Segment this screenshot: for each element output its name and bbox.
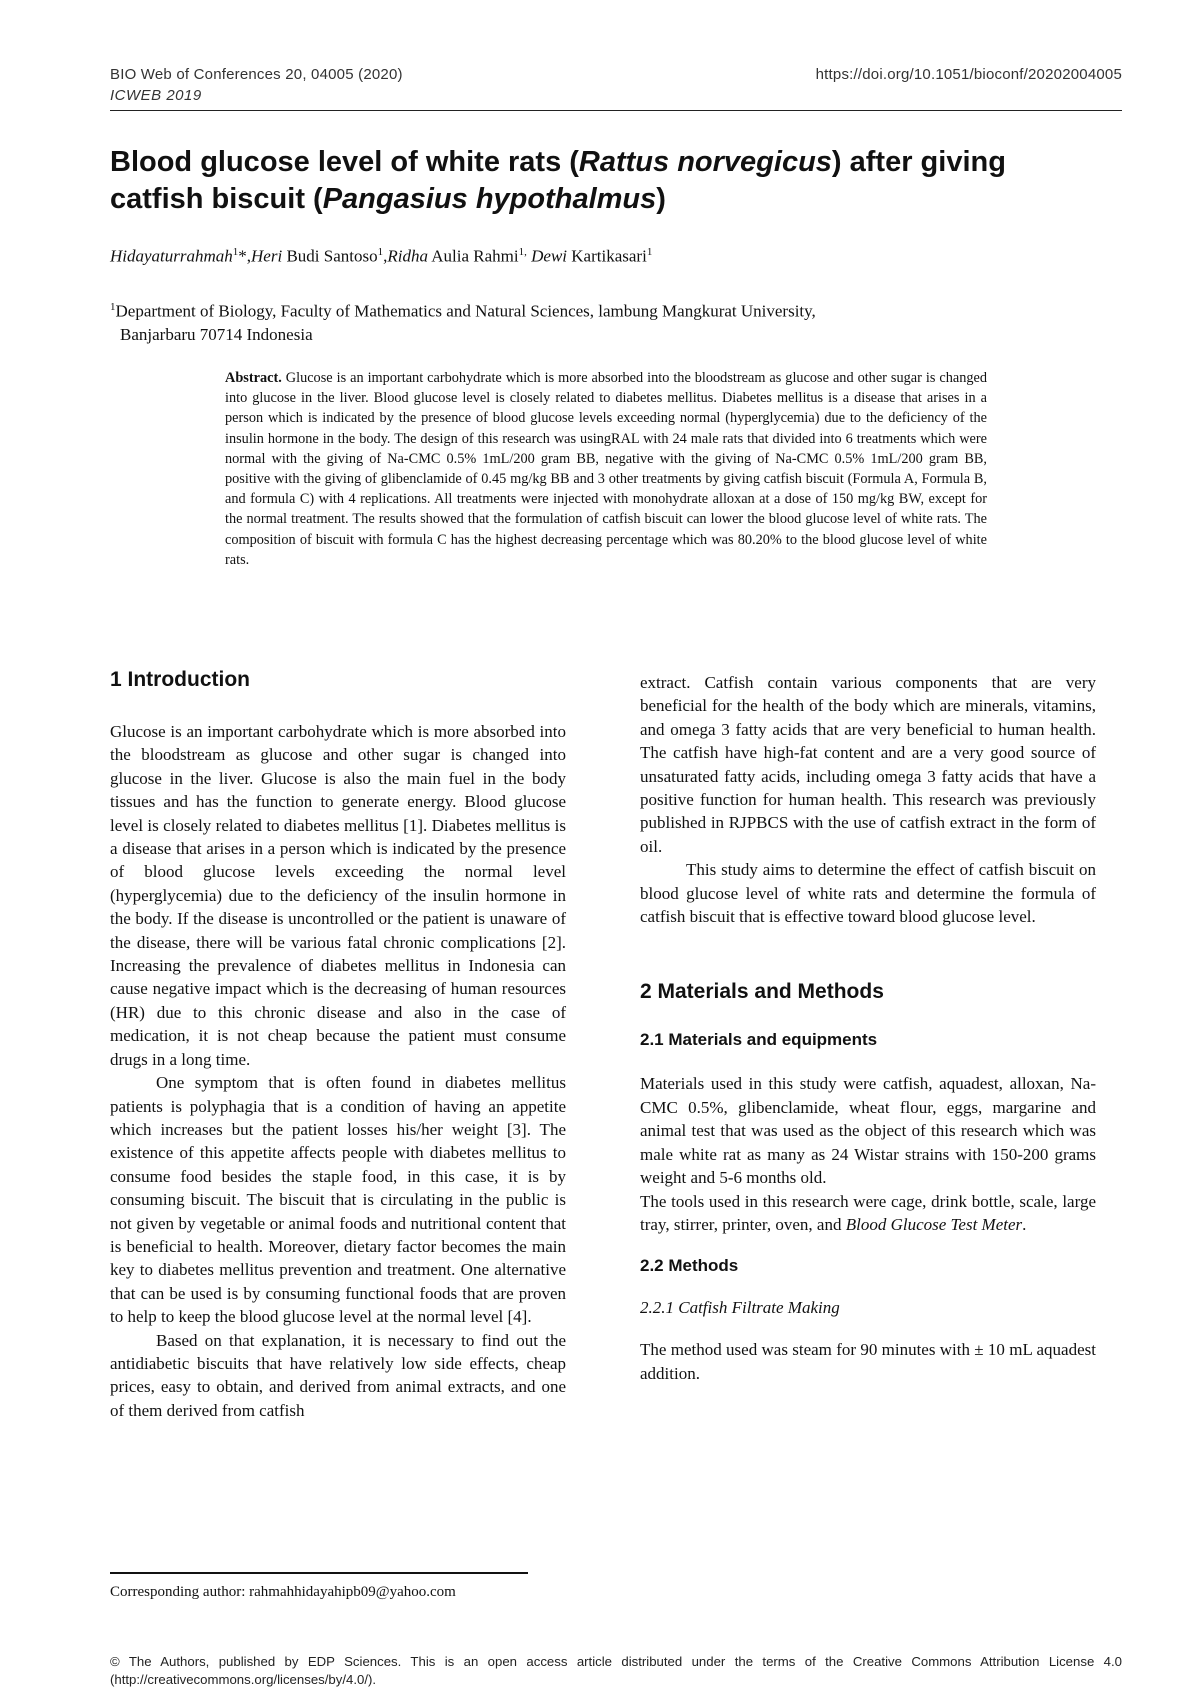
paper-title xyxy=(110,144,1070,218)
abstract xyxy=(225,368,987,570)
affiliation-mark: 1 xyxy=(377,246,384,258)
running-header xyxy=(110,66,1122,104)
author-separator: *, xyxy=(238,246,252,266)
section-heading-introduction: 1 Introduction xyxy=(110,668,250,691)
journal-citation: BIO Web of Conferences 20, 04005 (2020) xyxy=(110,66,403,83)
header-divider xyxy=(110,110,1122,111)
paragraph: This study aims to determine the effect of catfish biscuit on blood glucose level of white rats and determine the formula of catfish biscuit that is effective toward blood glucose level. xyxy=(640,860,1096,927)
title-text: Blood glucose level of white rats ( xyxy=(110,146,579,178)
title-species-rat: Rattus norvegicus xyxy=(578,146,832,178)
subsection-heading-methods: 2.2 Methods xyxy=(640,1256,739,1276)
corresponding-author-footnote: Corresponding author: rahmahhidayahipb09@yahoo.com xyxy=(110,1584,456,1600)
footnote-divider xyxy=(110,1572,528,1574)
author-given-name: Ridha xyxy=(387,246,428,266)
author-given-name: Dewi xyxy=(531,246,568,266)
device-name: Blood Glucose Test Meter xyxy=(845,1214,1023,1234)
affiliation xyxy=(110,296,1110,346)
author-surname: Budi Santoso xyxy=(282,246,378,266)
title-text: ) xyxy=(656,183,666,215)
paragraph: Glucose is an important carbohydrate which is more absorbed into the bloodstream as glucose and other sugar is changed into glucose in the liver. Glucose is also the main fuel in the body tissues and has the function to generate energy. Blood glucose level is closely related to diabetes mellitus [1]. Diabetes mellitus is a disease that arises in a person which is indicated by the presence of blood glucose levels exceeding the normal level (hyperglycemia) due to the deficiency of the insulin hormone in the body. If the disease is uncontrolled or the patient is unaware of the disease, there will be various fatal chronic complications [2]. Increasing the prevalence of diabetes mellitus in Indonesia can cause negative impact which is the decreasing of human resources (HR) due to this chronic disease and also in the case of medication, it is not cheap because the patient must consume drugs in a long time. xyxy=(110,722,566,1069)
paragraph: Based on that explanation, it is necessary to find out the antidiabetic biscuits that have relatively low side effects, cheap prices, easy to obtain, and derived from animal extracts, and one of them derived from catfish xyxy=(110,1330,566,1420)
affiliation-mark: 1 xyxy=(110,301,116,313)
doi-link[interactable]: https://doi.org/10.1051/bioconf/20202004005 xyxy=(815,66,1122,83)
subsubsection-heading: 2.2.1 Catfish Filtrate Making xyxy=(640,1298,840,1318)
author-surname: Aulia Rahmi xyxy=(427,246,519,266)
affiliation-line: Banjarbaru 70714 Indonesia xyxy=(120,324,313,344)
paragraph: extract. Catfish contain various components that are very beneficial for the health of the body which are minerals, vitamins, and omega 3 fatty acids that are very beneficial to human health. The catfish have high-fat content and are a very good source of unsaturated fatty acids, including omega 3 fatty acids that have a positive function for human health. This research was previously published in RJPBCS with the use of catfish extract in the form of oil. xyxy=(640,673,1096,856)
affiliation-mark: 1 xyxy=(232,246,239,258)
paragraph xyxy=(640,1190,1096,1237)
abstract-label: Abstract. xyxy=(225,370,282,386)
title-text: ) after giving catfish biscuit ( xyxy=(110,146,1006,215)
paragraph: Materials used in this study were catfish, aquadest, alloxan, Na-CMC 0.5%, glibenclamide, wheat flour, eggs, margarine and animal test that was used as the object of this research which was male white rat as many as 24 Wistar strains with 150-200 grams weight and 5-6 months old. xyxy=(640,1074,1096,1188)
paragraph: One symptom that is often found in diabetes mellitus patients is polyphagia that is a condition of having an appetite which increases but the patient losses his/her weight [3]. The existence of this appetite affects people with diabetes mellitus to consume food besides the staple food, in this case, it is by consuming biscuit. The biscuit that is circulating in the public is not given by vegetable or animal foods and nutritional content that is beneficial to health. Moreover, dietary factor becomes the main key to diabetes mellitus prevention and treatment. One alternative that can be used is by consuming functional foods that are proven to help to keep the blood glucose level at the normal level [4]. xyxy=(110,1073,566,1327)
right-column xyxy=(640,671,1096,1385)
section-heading-materials-methods: 2 Materials and Methods xyxy=(640,980,884,1004)
author-separator: , xyxy=(383,246,388,266)
author-surname: Kartikasari xyxy=(567,246,647,266)
left-column xyxy=(110,666,566,1422)
title-species-catfish: Pangasius hypothalmus xyxy=(322,183,657,215)
paragraph-text: The tools used in this research were cage, drink bottle, scale, large tray, stirrer, printer, oven, and xyxy=(640,1191,1096,1234)
abstract-text: Glucose is an important carbohydrate which is more absorbed into the bloodstream as glucose and other sugar is changed into glucose in the liver. Blood glucose level is closely related to diabetes mellitus. Diabetes mellitus is a disease that arises in a person which is indicated by the presence of blood glucose levels exceeding normal (hyperglycemia) due to the deficiency of the insulin hormone in the body. The design of this research was usingRAL with 24 male rats that divided into 6 treatments which were normal with the giving of Na-CMC 0.5% 1mL/200 gram BB, negative with the giving of Na-CMC 0.5% 1mL/200 gram BB, positive with the giving of glibenclamide of 0.45 mg/kg BB and 3 other treatments by giving catfish biscuit (Formula A, Formula B, and formula C) with 4 replications. All treatments were injected with monohydrate alloxan at a dose of 150 mg/kg BW, except for the normal treatment. The results showed that the formulation of catfish biscuit can lower the blood glucose level of white rats. The composition of biscuit with formula C has the highest decreasing percentage which was 80.20% to the blood glucose level of white rats. xyxy=(225,370,988,568)
license-notice: © The Authors, published by EDP Sciences. This is an open access article distributed under the terms of the Creative Commons Attribution License 4.0 (http://creativecommons.org/licenses/by/4.0/). xyxy=(110,1654,1122,1687)
author-list xyxy=(110,246,1110,267)
affiliation-mark: 1 xyxy=(646,246,653,258)
affiliation-line: Department of Biology, Faculty of Mathematics and Natural Sciences, lambung Mangkurat University, xyxy=(115,301,816,321)
subsection-heading-materials: 2.1 Materials and equipments xyxy=(640,1030,878,1050)
paragraph-text: . xyxy=(1022,1214,1027,1234)
author-given-name: Hidayaturrahmah xyxy=(110,246,233,266)
conference-name: ICWEB 2019 xyxy=(110,87,202,104)
header-row xyxy=(110,66,1122,83)
affiliation-mark: 1, xyxy=(518,246,527,258)
author-given-name: Heri xyxy=(251,246,283,266)
paragraph: The method used was steam for 90 minutes with ± 10 mL aquadest addition. xyxy=(640,1340,1096,1383)
